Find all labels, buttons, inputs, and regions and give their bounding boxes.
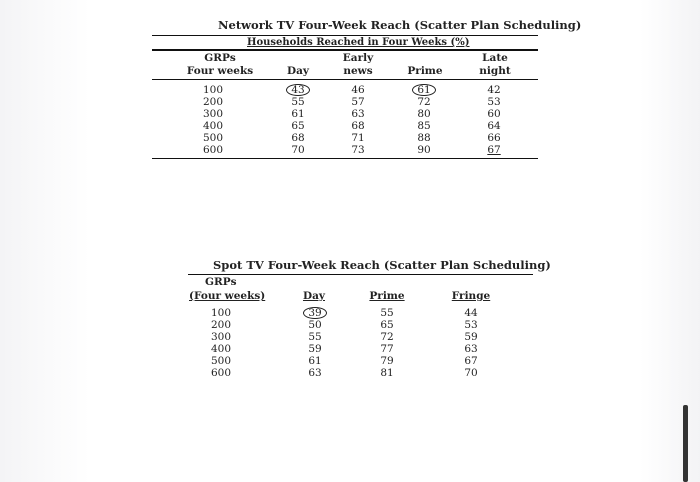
network-header-grps: GRPs: [204, 52, 236, 64]
table-cell: 70: [291, 144, 305, 156]
spot-header-grps: GRPs: [205, 276, 237, 288]
table-cell: 59: [464, 331, 478, 343]
scrollbar-thumb[interactable]: [683, 405, 688, 482]
network-header-late: Late: [482, 52, 508, 64]
table-cell: 85: [417, 120, 431, 132]
network-header-news: news: [343, 65, 373, 77]
spot-table-title: Spot TV Four-Week Reach (Scatter Plan Scheduling): [213, 258, 551, 272]
network-col-day: [278, 84, 318, 156]
table-cell: 64: [487, 120, 501, 132]
table-cell: 55: [308, 331, 322, 343]
spot-header-day: Day: [302, 290, 325, 302]
table-cell: 61: [291, 108, 305, 120]
table-cell: 68: [291, 132, 305, 144]
table-cell: 72: [417, 96, 431, 108]
table-cell: 44: [464, 307, 478, 319]
circled-value: 61: [412, 84, 435, 96]
table-cell: 53: [487, 96, 501, 108]
network-col-early-news: [338, 84, 378, 156]
table-cell: 59: [308, 343, 322, 355]
table-cell: 79: [380, 355, 394, 367]
table-cell: 63: [464, 343, 478, 355]
network-header-day: Day: [286, 65, 309, 77]
spot-col-grps: [201, 307, 241, 379]
circled-value: 39: [303, 307, 326, 319]
table-cell: 600: [202, 144, 224, 156]
table-cell: 57: [351, 96, 365, 108]
table-cell: 88: [417, 132, 431, 144]
spot-header-prime: Prime: [369, 290, 405, 302]
table-cell: 600: [210, 367, 232, 379]
table-cell: 68: [351, 120, 365, 132]
table-cell: 65: [380, 319, 394, 331]
table-cell: 67: [487, 144, 501, 156]
network-col-grps: [193, 84, 233, 156]
network-header-prime: Prime: [407, 65, 443, 77]
spot-col-day: [295, 307, 335, 379]
table-cell: 200: [202, 96, 224, 108]
table-cell: 71: [351, 132, 365, 144]
network-header-bottom-rule: [152, 79, 538, 80]
table-cell: 70: [464, 367, 478, 379]
table-cell: 46: [351, 84, 365, 96]
table-cell: 53: [464, 319, 478, 331]
table-cell: 63: [308, 367, 322, 379]
spot-col-fringe: [451, 307, 491, 379]
spot-col-prime: [367, 307, 407, 379]
network-header-early: Early: [342, 52, 374, 64]
network-header-top-rule: [152, 49, 538, 51]
spot-header-four-weeks: (Four weeks): [189, 290, 266, 302]
network-header-night: night: [479, 65, 511, 77]
table-cell: 55: [291, 96, 305, 108]
table-cell: 61: [308, 355, 322, 367]
table-cell: 72: [380, 331, 394, 343]
table-cell: 73: [351, 144, 365, 156]
table-cell: 80: [417, 108, 431, 120]
table-cell: 500: [210, 355, 232, 367]
table-cell: 50: [308, 319, 322, 331]
table-cell: 90: [417, 144, 431, 156]
table-cell: 66: [487, 132, 501, 144]
table-cell: 100: [210, 307, 232, 319]
table-cell: 300: [210, 331, 232, 343]
network-col-prime: [404, 84, 444, 156]
network-table-title: Network TV Four-Week Reach (Scatter Plan Scheduling): [218, 18, 582, 32]
table-cell: 500: [202, 132, 224, 144]
network-table-subtitle: Households Reached in Four Weeks (%): [247, 37, 470, 48]
spot-header-fringe: Fringe: [451, 290, 491, 302]
table-cell: 400: [202, 120, 224, 132]
table-cell: 100: [202, 84, 224, 96]
table-cell: 200: [210, 319, 232, 331]
table-cell: 60: [487, 108, 501, 120]
circled-value: 43: [286, 84, 309, 96]
table-cell: 81: [380, 367, 394, 379]
network-col-late-night: [474, 84, 514, 156]
table-cell: 300: [202, 108, 224, 120]
network-title-rule: [152, 35, 538, 36]
table-cell: 55: [380, 307, 394, 319]
table-cell: 400: [210, 343, 232, 355]
table-cell: 63: [351, 108, 365, 120]
table-cell: 42: [487, 84, 501, 96]
table-cell: 77: [380, 343, 394, 355]
table-cell: 67: [464, 355, 478, 367]
network-header-four-weeks: Four weeks: [186, 65, 254, 77]
spot-title-rule: [188, 274, 533, 275]
network-table-bottom-rule: [152, 158, 538, 159]
table-cell: 65: [291, 120, 305, 132]
